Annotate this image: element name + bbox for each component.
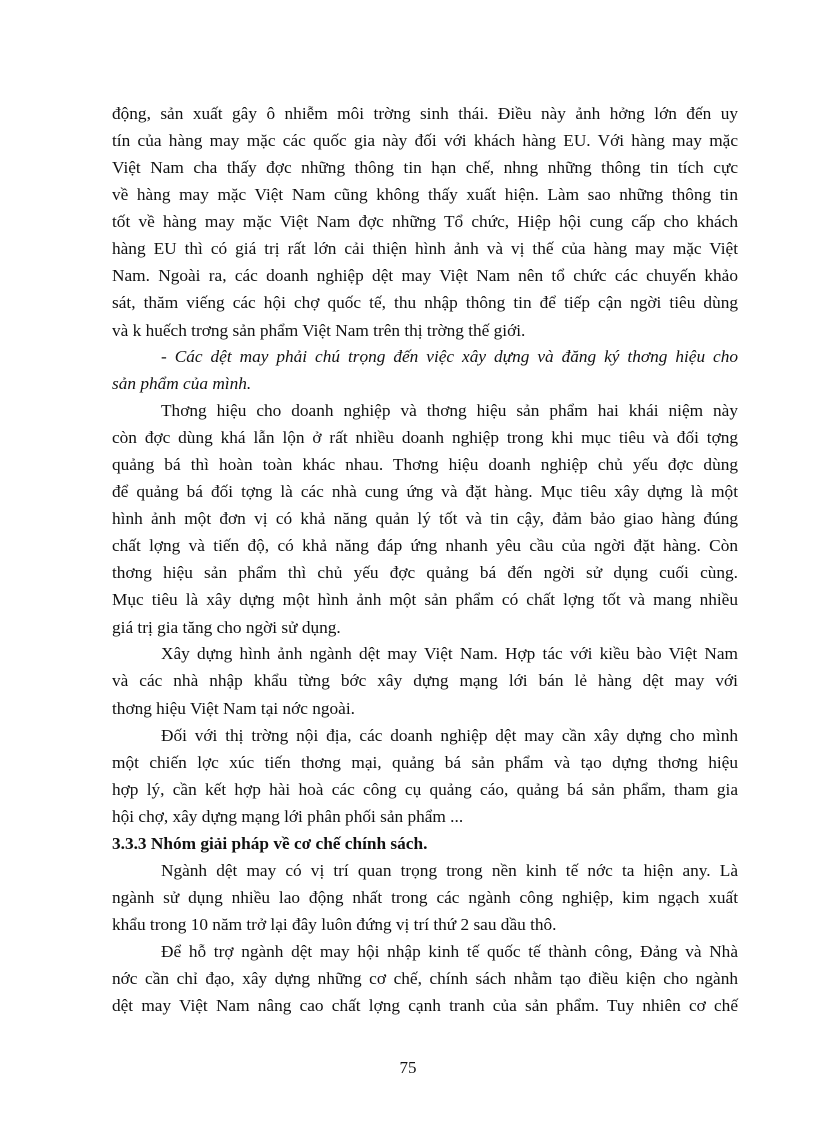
section-heading: 3.3.3 Nhóm giải pháp về cơ chế chính sách. bbox=[112, 834, 428, 853]
text-line: hàng EU thì có giá trị rất lớn cải thiện hình ảnh và vị thế của hàng may mặc Việt bbox=[112, 239, 738, 258]
text-line: hợp lý, cần kết hợp hài hoà các công cụ quảng cáo, quảng bá sản phẩm, tham gia bbox=[112, 780, 738, 799]
text-line: để quảng bá đối tợng là các nhà cung ứng và đặt hàng. Mục tiêu xây dựng là một bbox=[112, 482, 738, 501]
text-line: thơng hiệu sản phẩm thì chủ yếu đợc quảng bá đến ngời sử dụng cuối cùng. bbox=[112, 563, 738, 582]
text-line: nớc cần chỉ đạo, xây dựng những cơ chế, chính sách nhằm tạo điều kiện cho ngành bbox=[112, 969, 738, 988]
text-line: Việt Nam cha thấy đợc những thông tin hạn chế, nhng những thông tin tích cực bbox=[112, 158, 738, 177]
text-line: ngành sử dụng nhiều lao động nhất trong các ngành công nghiệp, kim ngạch xuất bbox=[112, 888, 738, 907]
text-line: dệt may Việt Nam nâng cao chất lợng cạnh tranh của sản phẩm. Tuy nhiên cơ chế bbox=[112, 996, 738, 1015]
italic-heading-line: - Các dệt may phải chú trọng đến việc xây dựng và đăng ký thơng hiệu cho bbox=[161, 347, 738, 366]
text-line: quảng bá thì hoàn toàn khác nhau. Thơng hiệu doanh nghiệp chủ yếu đợc dùng bbox=[112, 455, 738, 474]
text-line: sát, thăm viếng các hội chợ quốc tế, thu nhập thông tin để tiếp cận ngời tiêu dùng bbox=[112, 293, 738, 312]
italic-heading-line: sản phẩm của mình. bbox=[112, 374, 252, 393]
text-line: giá trị gia tăng cho ngời sử dụng. bbox=[112, 618, 341, 637]
text-line: tốt về hàng may mặc Việt Nam đợc những Tổ chức, Hiệp hội cung cấp cho khách bbox=[112, 212, 738, 231]
text-line: động, sản xuất gây ô nhiễm môi trờng sinh thái. Điều này ảnh hởng lớn đến uy bbox=[112, 104, 738, 123]
text-line: còn đợc dùng khá lẫn lộn ở rất nhiều doanh nghiệp trong khi mục tiêu và đối tợng bbox=[112, 428, 738, 447]
text-line: và các nhà nhập khẩu từng bớc xây dựng mạng lới bán lẻ hàng dệt may với bbox=[112, 671, 738, 690]
text-line: hình ảnh một đơn vị có khả năng quản lý tốt và tin cậy, đảm bảo giao hàng đúng bbox=[112, 509, 738, 528]
text-line: Mục tiêu là xây dựng một hình ảnh một sản phẩm có chất lợng tốt và mang nhiều bbox=[112, 590, 738, 609]
text-line: hội chợ, xây dựng mạng lới phân phối sản phẩm ... bbox=[112, 807, 464, 826]
text-line: về hàng may mặc Việt Nam cũng không thấy xuất hiện. Làm sao những thông tin bbox=[112, 185, 738, 204]
text-line: và k huếch trơng sản phẩm Việt Nam trên thị trờng thế giới. bbox=[112, 321, 526, 340]
text-line: thơng hiệu Việt Nam tại nớc ngoài. bbox=[112, 699, 355, 718]
text-line: Xây dựng hình ảnh ngành dệt may Việt Nam. Hợp tác với kiều bào Việt Nam bbox=[161, 644, 738, 663]
text-line: Nam. Ngoài ra, các doanh nghiệp dệt may Việt Nam nên tổ chức các chuyến khảo bbox=[112, 266, 738, 285]
text-line: Ngành dệt may có vị trí quan trọng trong nền kinh tế nớc ta hiện any. Là bbox=[161, 861, 738, 880]
text-line: tín của hàng may mặc các quốc gia này đối với khách hàng EU. Với hàng may mặc bbox=[112, 131, 738, 150]
text-line: Đối với thị trờng nội địa, các doanh nghiệp dệt may cần xây dựng cho mình bbox=[161, 726, 738, 745]
text-line: chất lợng và tiến độ, có khả năng đáp ứng nhanh yêu cầu của ngời đặt hàng. Còn bbox=[112, 536, 738, 555]
text-line: Để hỗ trợ ngành dệt may hội nhập kinh tế quốc tế thành công, Đảng và Nhà bbox=[161, 942, 738, 961]
text-line: Thơng hiệu cho doanh nghiệp và thơng hiệu sản phẩm hai khái niệm này bbox=[161, 401, 738, 420]
page-number: 75 bbox=[399, 1058, 417, 1077]
text-line: khẩu trong 10 năm trở lại đây luôn đứng vị trí thứ 2 sau dầu thô. bbox=[112, 915, 557, 934]
text-line: một chiến lợc xúc tiến thơng mại, quảng bá sản phẩm và tạo dựng thơng hiệu bbox=[112, 753, 738, 772]
